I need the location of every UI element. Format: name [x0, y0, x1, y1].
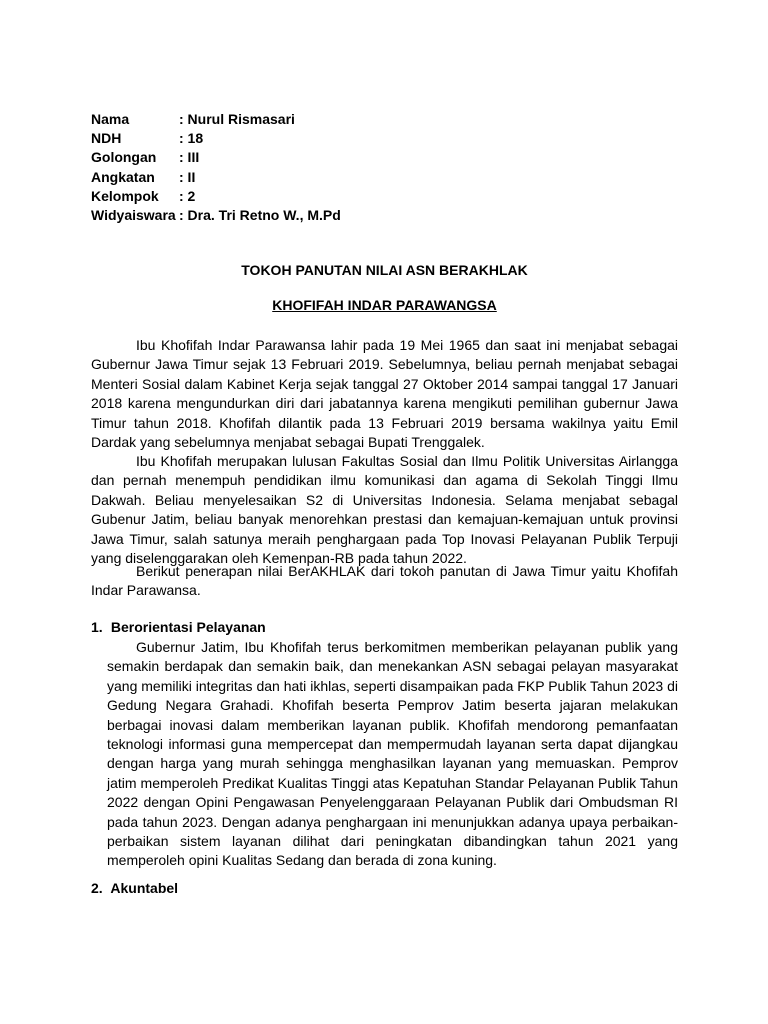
identity-value: : 18	[179, 130, 204, 147]
identity-label: Widyaiswara	[91, 207, 176, 224]
section-heading-text: Berorientasi Pelayanan	[110, 619, 266, 635]
identity-row-angkatan	[91, 168, 341, 187]
section-heading-berorientasi-pelayanan	[91, 619, 266, 635]
identity-row-golongan	[91, 148, 341, 167]
identity-row-ndh	[91, 129, 341, 148]
paragraph-education: Ibu Khofifah merupakan lulusan Fakultas Sosial dan Ilmu Politik Universitas Airlangga dan pernah menempuh pendidikan ilmu komunikasi dan agama di Sekolah Tinggi Ilmu Dakwah. Beliau menyelesaikan S2 di Universitas Indonesia. Selama menjabat sebagal Gubenur Jatim, beliau banyak menorehkan prestasi dan kemajuan-kemajuan untuk provinsi Jawa Timur, salah satunya meraih penghargaan pada Top Inovasi Pelayanan Publik Terpuji yang diselenggarakan oleh Kemenpan-RB pada tahun 2022.	[91, 453, 678, 567]
identity-value: : Dra. Tri Retno W., M.Pd	[179, 207, 341, 224]
document-subtitle: KHOFIFAH INDAR PARAWANGSA	[272, 297, 497, 313]
identity-row-nama	[91, 110, 341, 129]
identity-value: : Nurul Rismasari	[179, 111, 295, 127]
document-title: TOKOH PANUTAN NILAI ASN BERAKHLAK	[241, 262, 528, 278]
identity-row-kelompok	[91, 187, 341, 206]
section-heading-text: Akuntabel	[110, 880, 179, 896]
identity-value: : 2	[179, 187, 196, 204]
section-heading-akuntabel	[91, 880, 178, 896]
identity-label: Angkatan	[91, 168, 155, 185]
paragraph-intro-values: Berikut penerapan nilai BerAKHLAK dari tokoh panutan di Jawa Timur yaitu Khofifah Indar Parawansa.	[91, 563, 678, 599]
identity-row-widyaiswara	[91, 206, 341, 225]
identity-label: Kelompok	[91, 187, 159, 204]
identity-value: : II	[179, 168, 196, 185]
paragraph-biography: Ibu Khofifah Indar Parawansa lahir pada 19 Mei 1965 dan saat ini menjabat sebagai Gubernur Jawa Timur sejak 13 Februari 2019. Sebelumnya, beliau pernah menjabat sebagai Menteri Sosial dalam Kabinet Kerja sejak tanggal 27 Oktober 2014 sampai tanggal 17 Januari 2018 karena mengundurkan diri dari jabatannya karena mengikuti pemilihan gubernur Jawa Timur tahun 2018. Khofifah dilantik pada 13 Februari 2019 bersama wakilnya yaitu Emil Dardak yang sebelumnya menjabat sebagai Bupati Trenggalek.	[91, 337, 678, 451]
identity-value: : III	[179, 149, 200, 166]
identity-label: NDH	[91, 130, 122, 147]
identity-label: Golongan	[91, 149, 157, 166]
identity-label: Nama	[91, 111, 130, 127]
section-number: 2.	[91, 880, 103, 896]
section-paragraph-berorientasi-pelayanan: Gubernur Jatim, Ibu Khofifah terus berkomitmen memberikan pelayanan publik yang semakin berdapak dan semakin baik, dan menekankan ASN sebagai pelayan masyarakat yang memiliki integritas dan hati ikhlas, seperti disampaikan pada FKP Publik Tahun 2023 di Gedung Negara Grahadi. Khofifah beserta Pemprov Jatim beserta jajaran melakukan berbagai inovasi dalam memberikan layanan publik. Khofifah mendorong pemanfaatan teknologi informasi guna mempercepat dan mempermudah layanan serta dapat dijangkau dengan harga yang murah sehingga menghasilkan layanan yang memuaskan. Pemprov jatim memperoleh Predikat Kualitas Tinggi atas Kepatuhan Standar Pelayanan Publik Tahun 2022 dengan Opini Pengawasan Penyelenggaraan Pelayanan Publik dari Ombudsman RI pada tahun 2023. Dengan adanya penghargaan ini menunjukkan adanya upaya perbaikan-perbaikan sistem layanan dilihat dari peningkatan dibandingkan tahun 2021 yang memperoleh opini Kualitas Sedang dan berada di zona kuning.	[107, 639, 678, 869]
identity-block	[91, 110, 341, 225]
section-number: 1.	[91, 619, 103, 635]
